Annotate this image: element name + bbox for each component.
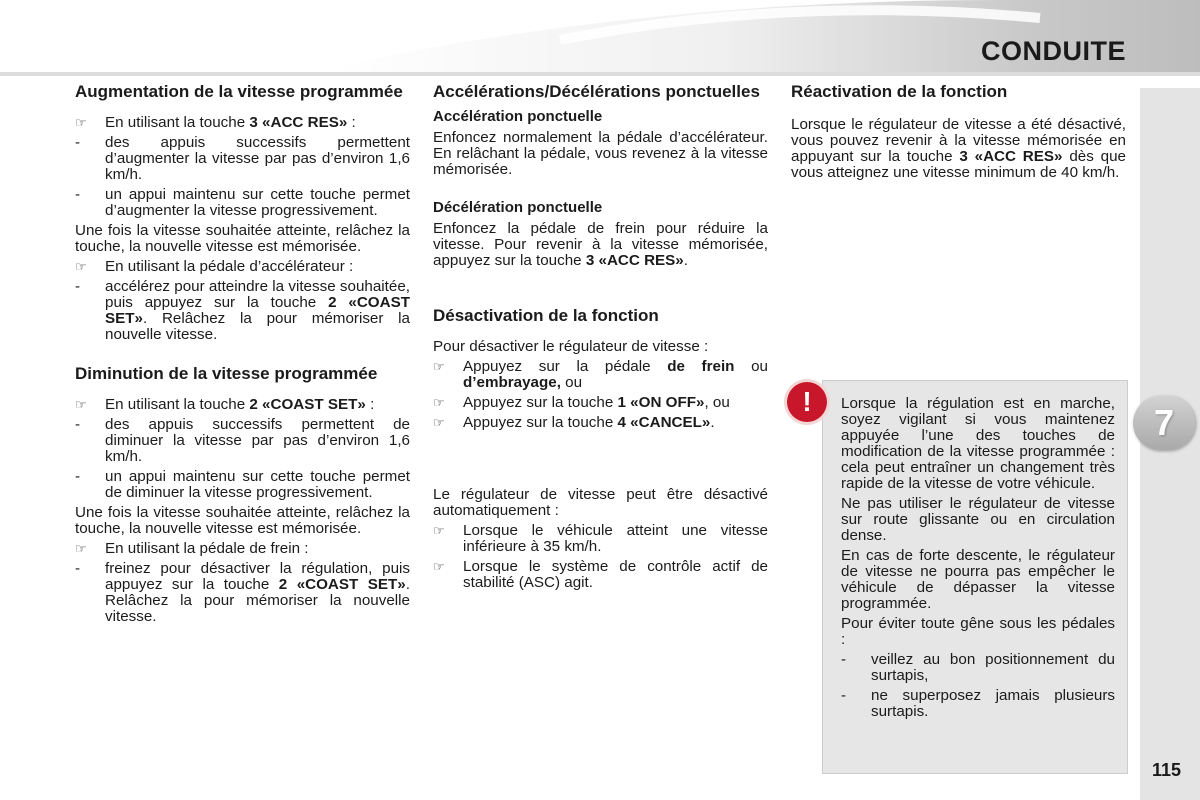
section-title: CONDUITE bbox=[981, 36, 1126, 66]
chapter-number: 7 bbox=[1153, 402, 1175, 443]
dash-item: - freinez pour désactiver la régulation, puis appuyez sur la touche 2 «COAST SET». Relâchez la pour mémoriser la nouvelle vitesse. bbox=[75, 560, 410, 625]
warning-paragraph: En cas de forte descente, le régulateur de vitesse ne pourra pas empêcher le véhicule de dépasser la vitesse programmée. bbox=[841, 547, 1115, 612]
dash-item: - accélérez pour atteindre la vitesse souhaitée, puis appuyez sur la touche 2 «COAST SET». Relâchez la pour mémoriser la nouvelle vitesse. bbox=[75, 278, 410, 343]
bullet-item: ☞ En utilisant la pédale d’accélérateur : bbox=[75, 258, 354, 275]
pointing-hand-icon: ☞ bbox=[433, 395, 445, 410]
heading-speed-increase: Augmentation de la vitesse programmée bbox=[75, 82, 403, 101]
bullet-item: ☞ Lorsque le système de contrôle actif de stabilité (ASC) agit. bbox=[433, 558, 768, 591]
heading-accel-decel: Accélérations/Décélérations ponctuelles bbox=[433, 82, 760, 101]
pointing-hand-icon: ☞ bbox=[433, 559, 445, 574]
paragraph: Enfoncez la pédale de frein pour réduire la vitesse. Pour revenir à la vitesse mémorisée, appuyez sur la touche 3 «ACC RES». bbox=[433, 220, 768, 269]
paragraph: Enfoncez normalement la pédale d’accélérateur. En relâchant la pédale, vous revenez à la vitesse mémorisée. bbox=[433, 129, 768, 178]
pointing-hand-icon: ☞ bbox=[433, 415, 445, 430]
paragraph: Lorsque le régulateur de vitesse a été désactivé, vous pouvez revenir à la vitesse mémorisée en appuyant sur la touche 3 «ACC RES» dès que vous atteignez une vitesse minimum de 40 km/h. bbox=[791, 116, 1126, 181]
bullet-item: ☞ En utilisant la pédale de frein : bbox=[75, 540, 309, 557]
exclamation-warning-icon: ! bbox=[787, 382, 827, 422]
right-column bbox=[791, 83, 1126, 185]
dash-item: - un appui maintenu sur cette touche permet de diminuer la vitesse progressivement. bbox=[75, 468, 410, 501]
paragraph: Pour désactiver le régulateur de vitesse : bbox=[433, 338, 709, 355]
subheading-decel: Décélération ponctuelle bbox=[433, 199, 603, 216]
left-column bbox=[75, 83, 410, 629]
warning-paragraph: Pour éviter toute gêne sous les pédales : bbox=[841, 615, 1115, 648]
pointing-hand-icon: ☞ bbox=[433, 523, 445, 538]
heading-reactivation: Réactivation de la fonction bbox=[791, 82, 1008, 101]
dash-item: - un appui maintenu sur cette touche permet d’augmenter la vitesse progressivement. bbox=[75, 186, 410, 219]
page-number: 115 bbox=[1152, 760, 1182, 780]
bullet-item: ☞ Lorsque le véhicule atteint une vitesse inférieure à 35 km/h. bbox=[433, 522, 768, 555]
pointing-hand-icon: ☞ bbox=[75, 259, 87, 274]
dash-item: - veillez au bon positionnement du surtapis, bbox=[841, 651, 1115, 684]
heading-deactivation: Désactivation de la fonction bbox=[433, 306, 659, 325]
bullet-item: ☞ En utilisant la touche 3 «ACC RES» : bbox=[75, 114, 356, 131]
middle-column bbox=[433, 83, 768, 595]
heading-speed-decrease: Diminution de la vitesse programmée bbox=[75, 364, 378, 383]
subheading-accel: Accélération ponctuelle bbox=[433, 108, 603, 125]
paragraph: Une fois la vitesse souhaitée atteinte, relâchez la touche, la nouvelle vitesse est mémorisée. bbox=[75, 504, 410, 537]
pointing-hand-icon: ☞ bbox=[433, 359, 445, 374]
pointing-hand-icon: ☞ bbox=[75, 541, 87, 556]
paragraph: Le régulateur de vitesse peut être désactivé automatiquement : bbox=[433, 486, 768, 519]
dash-item: - ne superposez jamais plusieurs surtapis. bbox=[841, 687, 1115, 720]
paragraph: Une fois la vitesse souhaitée atteinte, relâchez la touche, la nouvelle vitesse est mémorisée. bbox=[75, 222, 410, 255]
bullet-item: ☞ Appuyez sur la touche 1 «ON OFF», ou bbox=[433, 394, 730, 411]
pointing-hand-icon: ☞ bbox=[75, 397, 87, 412]
chapter-tab[interactable] bbox=[1133, 396, 1195, 450]
bullet-item: ☞ Appuyez sur la touche 4 «CANCEL». bbox=[433, 414, 715, 431]
dash-item: - des appuis successifs permettent d’augmenter la vitesse par pas d’environ 1,6 km/h. bbox=[75, 134, 410, 183]
pointing-hand-icon: ☞ bbox=[75, 115, 87, 130]
warning-paragraph: Lorsque la régulation est en marche, soyez vigilant si vous maintenez appuyée l’une des touches de modification de la vitesse programmée : cela peut entraîner un changement très rapide de la vitesse de votre véhicule. bbox=[841, 395, 1115, 492]
warning-content bbox=[841, 396, 1115, 724]
dash-item: - des appuis successifs permettent de diminuer la vitesse par pas d’environ 1,6 km/h. bbox=[75, 416, 410, 465]
bullet-item: ☞ Appuyez sur la pédale de frein ou d’embrayage, ou bbox=[433, 358, 768, 391]
warning-paragraph: Ne pas utiliser le régulateur de vitesse sur route glissante ou en circulation dense. bbox=[841, 495, 1115, 544]
bullet-item: ☞ En utilisant la touche 2 «COAST SET» : bbox=[75, 396, 375, 413]
